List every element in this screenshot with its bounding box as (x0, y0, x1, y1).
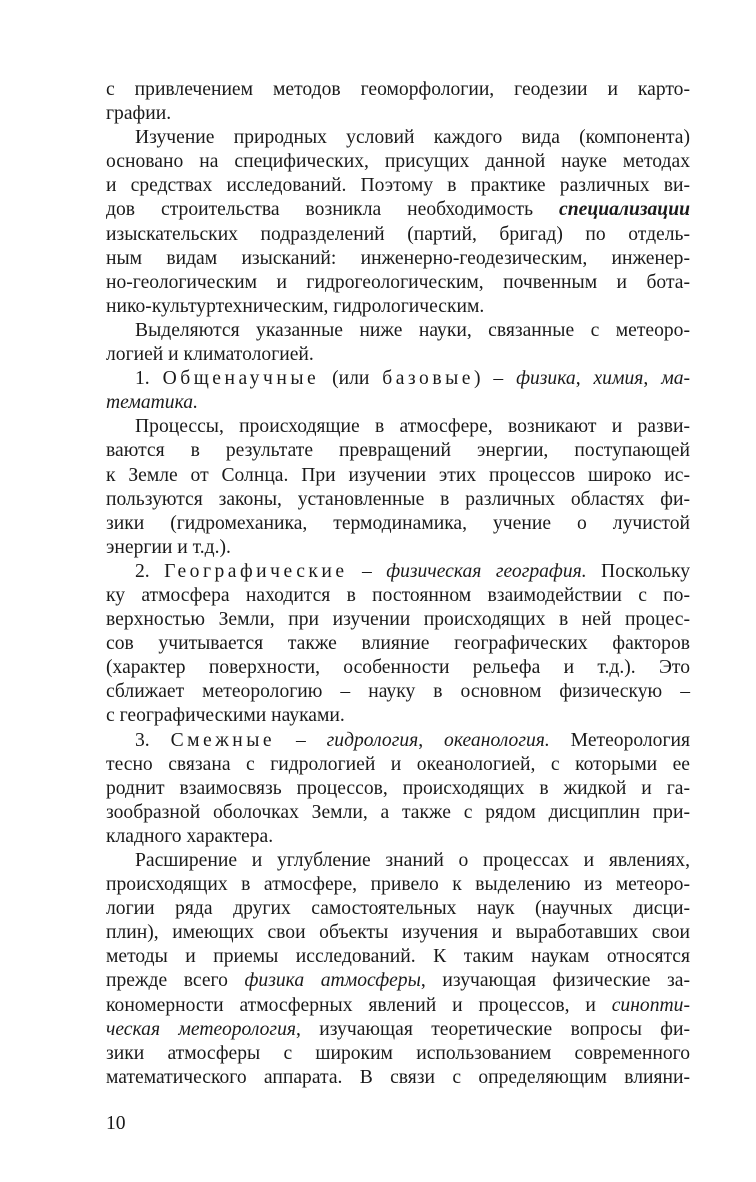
text-line: зики атмосферы с широким использованием современного (106, 1042, 690, 1064)
text-line: Расширение и углубление знаний о процессах и явлениях, (135, 850, 690, 871)
spaced-term: Общенаучные (162, 368, 320, 390)
text-line: ку атмосфера находится в постоянном взаимодействии с по- (106, 584, 690, 606)
italic-term: ческая метеорология (106, 1018, 296, 1040)
spaced-term: базовые (382, 368, 474, 390)
italic-term: физика (516, 368, 576, 390)
italic-term: гидрология (326, 729, 419, 751)
text-line: математического аппарата. В связи с определяющим влияни- (106, 1066, 690, 1088)
text-line: и средствах исследований. Поэтому в практике различных ви- (106, 175, 690, 197)
text-line: энергии и т.д.). (106, 536, 231, 558)
para-geographical (106, 560, 690, 729)
text-line: Выделяются указанные ниже науки, связанные с метеоро- (135, 319, 690, 341)
emphasis-term: специализации (559, 199, 690, 221)
text-line: происходящих в атмосфере, привело к выделению из метеоро- (106, 874, 690, 896)
italic-term: физика атмосферы (244, 970, 421, 992)
document-page (106, 78, 690, 1090)
italic-term: синопти- (611, 994, 690, 1016)
italic-term: химия (593, 368, 644, 390)
text-line: с географическими науками. (106, 705, 345, 727)
para-expansion (106, 849, 690, 1090)
text-line: тесно связана с гидрологией и океанологией, с которыми ее (106, 753, 690, 775)
text-line: Процессы, происходящие в атмосфере, возникают и разви- (135, 416, 690, 438)
text-line: с привлечением методов геоморфологии, геодезии и карто- (106, 79, 690, 100)
text-line: методы и приемы исследований. К таким наукам относятся (106, 946, 690, 968)
text-line: сближает метеорологию – науку в основном физическую – (106, 681, 690, 703)
text-line: прежде всего физика атмосферы, изучающая физические за- (106, 970, 690, 992)
text-line: Изучение природных условий каждого вида (компонента) (135, 127, 690, 149)
text-line (106, 391, 690, 415)
text-line: логии ряда других самостоятельных наук (научных дисци- (106, 898, 690, 920)
text-line: сов учитывается также влияние географических факторов (106, 633, 690, 655)
text-line: но-геологическим и гидрогеологическим, почвенным и бота- (106, 271, 690, 293)
italic-term: тематика. (106, 392, 198, 414)
text-line: плин), имеющих свои объекты изучения и выработавших свои (106, 922, 690, 944)
para-related-sciences (106, 319, 690, 367)
spaced-term: Смежные (170, 729, 276, 751)
para-specialization (106, 126, 690, 319)
text-line: зообразной оболочках Земли, а также с рядом дисциплин при- (106, 801, 690, 823)
text-line: зики (гидромеханика, термодинамика, учение о лучистой (106, 512, 690, 534)
text-line: графии. (106, 103, 172, 125)
text-line: кономерности атмосферных явлений и процессов, и синопти- (106, 994, 690, 1016)
text-line: изыскательских подразделений (партий, бригад) по отдель- (106, 223, 690, 245)
para-general-sciences (106, 367, 690, 415)
italic-term: океанология. (444, 729, 550, 751)
text-line: кладного характера. (106, 825, 274, 847)
spaced-term: Географические (164, 560, 348, 582)
text-line: верхностью Земли, при изучении происходящих в ней процес- (106, 609, 690, 631)
text-line: роднит взаимосвязь процессов, происходящих в жидкой и га- (106, 777, 690, 799)
text-line: 1. Общенаучные (или базовые) – физика, химия, ма- (135, 368, 691, 390)
text-line: логией и климатологией. (106, 344, 314, 366)
para-adjacent (106, 729, 690, 849)
text-line: ваются в результате превращений энергии, поступающей (106, 440, 690, 462)
text-line: пользуются законы, установленные в различных областях фи- (106, 488, 690, 510)
text-line: 2. Географические – физическая география. Поскольку (135, 560, 691, 582)
text-line: нико-культуртехническим, гидрологическим. (106, 295, 485, 317)
text-line: ным видам изысканий: инженерно-геодезическим, инженер- (106, 247, 690, 269)
text-line: (характер поверхности, особенности рельефа и т.д.). Это (106, 657, 690, 679)
text-line: ческая метеорология, изучающая теоретические вопросы фи- (106, 1018, 690, 1040)
italic-term: ма- (661, 368, 691, 390)
text-line: 3. Смежные – гидрология, океанология. Метеорология (135, 729, 691, 751)
page-number: 10 (106, 1113, 126, 1134)
text-line: к Земле от Солнца. При изучении этих процессов широко ис- (106, 464, 690, 486)
para-atmosphere-processes (106, 415, 690, 560)
italic-term: физическая география. (386, 560, 587, 582)
text-line: основано на специфических, присущих данной науке методах (106, 151, 690, 173)
text-line: дов строительства возникла необходимость специализации (106, 199, 690, 221)
para-intro-continuation (106, 78, 690, 126)
